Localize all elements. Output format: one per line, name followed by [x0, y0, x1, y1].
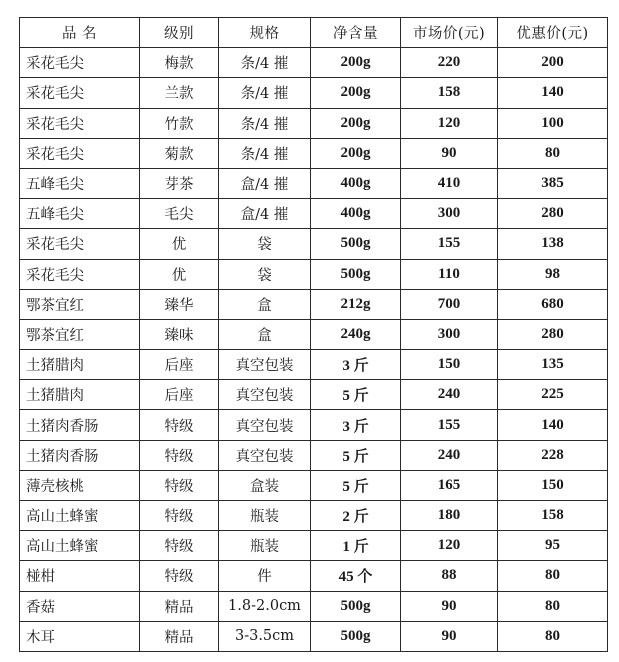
cell-product-name: 采花毛尖: [20, 138, 140, 168]
cell-product-name: 土猪肉香肠: [20, 410, 140, 440]
cell-preferential-price: 680: [498, 289, 608, 319]
cell-net-content: 1 斤: [311, 531, 401, 561]
cell-spec: 瓶装: [219, 501, 311, 531]
cell-market-price: 410: [401, 168, 498, 198]
cell-grade: 臻味: [140, 319, 219, 349]
cell-grade: 特级: [140, 470, 219, 500]
table-row: [20, 138, 608, 168]
table-row: [20, 501, 608, 531]
cell-market-price: 110: [401, 259, 498, 289]
table-body: [20, 48, 608, 652]
table-row: [20, 531, 608, 561]
cell-preferential-price: 138: [498, 229, 608, 259]
cell-market-price: 158: [401, 78, 498, 108]
cell-product-name: 高山土蜂蜜: [20, 531, 140, 561]
cell-grade: 特级: [140, 501, 219, 531]
header-market-price: 市场价(元): [401, 18, 498, 48]
table-row: [20, 259, 608, 289]
cell-net-content: 500g: [311, 259, 401, 289]
cell-spec: 盒/4 摧: [219, 199, 311, 229]
cell-product-name: 五峰毛尖: [20, 199, 140, 229]
cell-net-content: 200g: [311, 78, 401, 108]
cell-preferential-price: 135: [498, 350, 608, 380]
price-table: [19, 17, 608, 652]
cell-preferential-price: 140: [498, 78, 608, 108]
cell-preferential-price: 80: [498, 621, 608, 651]
cell-market-price: 165: [401, 470, 498, 500]
cell-preferential-price: 98: [498, 259, 608, 289]
cell-product-name: 采花毛尖: [20, 78, 140, 108]
table-row: [20, 78, 608, 108]
cell-spec: 盒: [219, 319, 311, 349]
cell-spec: 盒/4 摧: [219, 168, 311, 198]
cell-preferential-price: 80: [498, 561, 608, 591]
cell-net-content: 500g: [311, 621, 401, 651]
cell-preferential-price: 385: [498, 168, 608, 198]
cell-product-name: 五峰毛尖: [20, 168, 140, 198]
cell-preferential-price: 80: [498, 138, 608, 168]
cell-grade: 毛尖: [140, 199, 219, 229]
header-row: [20, 18, 608, 48]
cell-net-content: 5 斤: [311, 380, 401, 410]
cell-grade: 竹款: [140, 108, 219, 138]
cell-market-price: 90: [401, 621, 498, 651]
cell-spec: 盒装: [219, 470, 311, 500]
cell-spec: 真空包装: [219, 410, 311, 440]
cell-preferential-price: 158: [498, 501, 608, 531]
cell-spec: 瓶装: [219, 531, 311, 561]
table-row: [20, 410, 608, 440]
cell-net-content: 2 斤: [311, 501, 401, 531]
cell-market-price: 88: [401, 561, 498, 591]
cell-preferential-price: 228: [498, 440, 608, 470]
cell-product-name: 椪柑: [20, 561, 140, 591]
table-row: [20, 199, 608, 229]
table-row: [20, 591, 608, 621]
cell-net-content: 200g: [311, 138, 401, 168]
cell-product-name: 木耳: [20, 621, 140, 651]
cell-net-content: 500g: [311, 591, 401, 621]
cell-preferential-price: 140: [498, 410, 608, 440]
cell-spec: 真空包装: [219, 380, 311, 410]
price-list-sheet: [19, 17, 607, 652]
cell-product-name: 鄂茶宜红: [20, 319, 140, 349]
cell-product-name: 鄂茶宜红: [20, 289, 140, 319]
cell-market-price: 120: [401, 108, 498, 138]
cell-grade: 特级: [140, 410, 219, 440]
cell-preferential-price: 150: [498, 470, 608, 500]
table-row: [20, 621, 608, 651]
cell-spec: 条/4 摧: [219, 48, 311, 78]
cell-grade: 芽茶: [140, 168, 219, 198]
cell-preferential-price: 280: [498, 319, 608, 349]
cell-spec: 真空包装: [219, 440, 311, 470]
cell-net-content: 3 斤: [311, 410, 401, 440]
cell-spec: 1.8-2.0cm: [219, 591, 311, 621]
cell-preferential-price: 100: [498, 108, 608, 138]
cell-market-price: 240: [401, 440, 498, 470]
cell-product-name: 采花毛尖: [20, 229, 140, 259]
cell-net-content: 240g: [311, 319, 401, 349]
cell-market-price: 150: [401, 350, 498, 380]
table-row: [20, 380, 608, 410]
cell-spec: 条/4 摧: [219, 138, 311, 168]
cell-product-name: 土猪腊肉: [20, 350, 140, 380]
cell-preferential-price: 280: [498, 199, 608, 229]
cell-grade: 后座: [140, 380, 219, 410]
cell-net-content: 5 斤: [311, 470, 401, 500]
cell-grade: 优: [140, 259, 219, 289]
table-row: [20, 48, 608, 78]
table-row: [20, 350, 608, 380]
cell-net-content: 200g: [311, 108, 401, 138]
cell-net-content: 3 斤: [311, 350, 401, 380]
cell-preferential-price: 225: [498, 380, 608, 410]
cell-grade: 优: [140, 229, 219, 259]
cell-net-content: 400g: [311, 168, 401, 198]
cell-spec: 件: [219, 561, 311, 591]
cell-product-name: 土猪肉香肠: [20, 440, 140, 470]
cell-market-price: 300: [401, 319, 498, 349]
cell-market-price: 155: [401, 229, 498, 259]
cell-market-price: 90: [401, 138, 498, 168]
cell-product-name: 采花毛尖: [20, 259, 140, 289]
cell-market-price: 300: [401, 199, 498, 229]
cell-preferential-price: 200: [498, 48, 608, 78]
cell-market-price: 90: [401, 591, 498, 621]
cell-product-name: 采花毛尖: [20, 48, 140, 78]
cell-grade: 特级: [140, 531, 219, 561]
cell-net-content: 500g: [311, 229, 401, 259]
cell-spec: 3-3.5cm: [219, 621, 311, 651]
table-row: [20, 168, 608, 198]
header-net-content: 净含量: [311, 18, 401, 48]
cell-net-content: 5 斤: [311, 440, 401, 470]
cell-grade: 精品: [140, 591, 219, 621]
cell-grade: 兰款: [140, 78, 219, 108]
cell-grade: 菊款: [140, 138, 219, 168]
cell-net-content: 200g: [311, 48, 401, 78]
cell-market-price: 700: [401, 289, 498, 319]
cell-grade: 梅款: [140, 48, 219, 78]
table-header: [20, 18, 608, 48]
cell-grade: 特级: [140, 561, 219, 591]
cell-grade: 精品: [140, 621, 219, 651]
table-row: [20, 319, 608, 349]
header-grade: 级别: [140, 18, 219, 48]
cell-spec: 袋: [219, 259, 311, 289]
header-name: 品 名: [20, 18, 140, 48]
cell-market-price: 120: [401, 531, 498, 561]
cell-grade: 特级: [140, 440, 219, 470]
cell-product-name: 采花毛尖: [20, 108, 140, 138]
header-preferential-price: 优惠价(元): [498, 18, 608, 48]
cell-spec: 盒: [219, 289, 311, 319]
cell-net-content: 400g: [311, 199, 401, 229]
cell-grade: 臻华: [140, 289, 219, 319]
cell-product-name: 高山土蜂蜜: [20, 501, 140, 531]
table-row: [20, 470, 608, 500]
table-row: [20, 108, 608, 138]
cell-grade: 后座: [140, 350, 219, 380]
cell-preferential-price: 80: [498, 591, 608, 621]
cell-spec: 条/4 摧: [219, 108, 311, 138]
cell-product-name: 土猪腊肉: [20, 380, 140, 410]
cell-market-price: 180: [401, 501, 498, 531]
cell-market-price: 155: [401, 410, 498, 440]
table-row: [20, 289, 608, 319]
cell-net-content: 212g: [311, 289, 401, 319]
header-spec: 规格: [219, 18, 311, 48]
table-row: [20, 561, 608, 591]
cell-product-name: 薄壳核桃: [20, 470, 140, 500]
cell-spec: 袋: [219, 229, 311, 259]
table-row: [20, 229, 608, 259]
cell-net-content: 45 个: [311, 561, 401, 591]
cell-spec: 条/4 摧: [219, 78, 311, 108]
cell-market-price: 220: [401, 48, 498, 78]
cell-product-name: 香菇: [20, 591, 140, 621]
table-row: [20, 440, 608, 470]
cell-market-price: 240: [401, 380, 498, 410]
cell-preferential-price: 95: [498, 531, 608, 561]
cell-spec: 真空包装: [219, 350, 311, 380]
